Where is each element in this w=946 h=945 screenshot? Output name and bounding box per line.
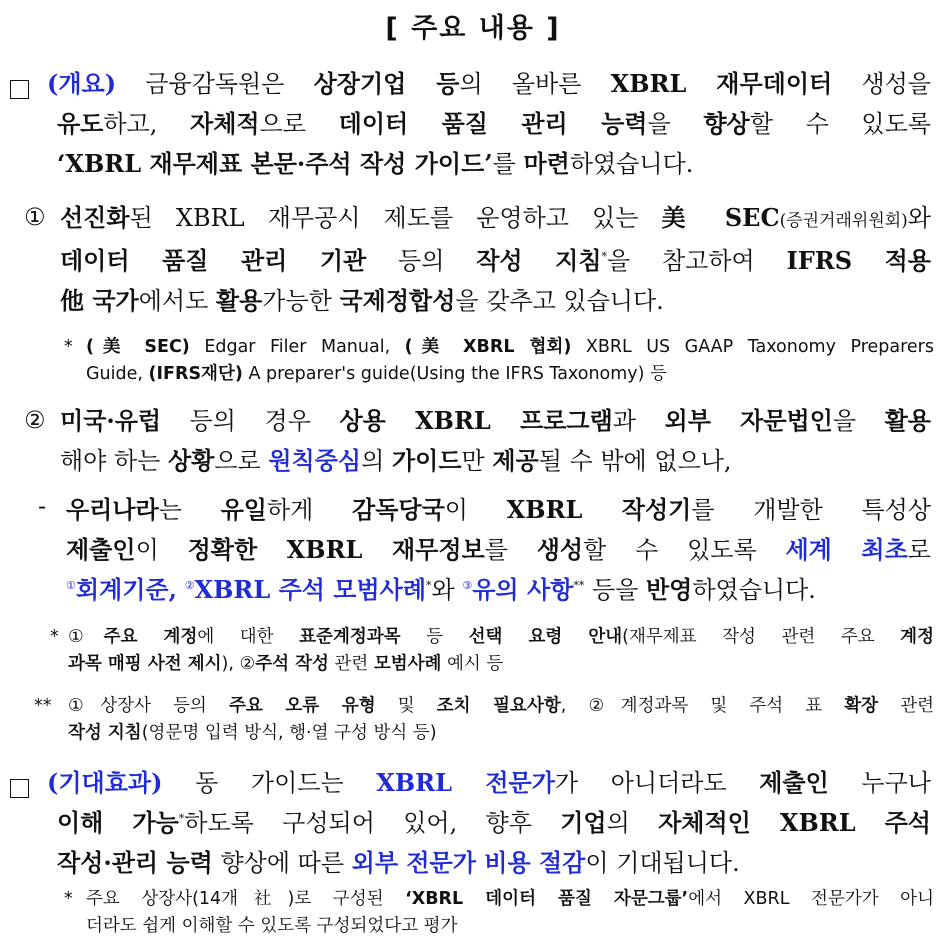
point2-dash-section xyxy=(66,490,931,610)
overview-line-3: ‘XBRL 재무제표 본문·주석 작성 가이드’를 마련하였습니다. xyxy=(57,149,694,178)
point1-note-line-2: Guide, (IFRS재단) A preparer's guide(Using the IFRS Taxonomy) 등 xyxy=(86,364,667,384)
point2-line-1: 미국·유럽 등의 경우 상용 XBRL 프로그램과 외부 자문법인을 활용 xyxy=(60,406,931,435)
point1-line-2: 데이터 품질 관리 기관 등의 작성 지침*을 참고하여 IFRS 적용 xyxy=(60,246,931,275)
overview-section xyxy=(47,64,931,104)
point1-note-marker: * xyxy=(64,337,73,357)
point2-marker: ② xyxy=(24,406,46,434)
effect-line-1: (기대효과) 동 가이드는 XBRL 전문가가 아니더라도 제출인 누구나 xyxy=(47,768,931,797)
point2-note2-line-1: ①상장사 등의 주요 오류 유형 및 조치 필요사항, ②계정과목 및 주석 표 확장 관련 xyxy=(68,696,934,716)
point2-dash-line-3: ①회계기준, ②XBRL 주석 모범사례*와 ③유의 사항** 등을 반영하였습니다. xyxy=(66,575,816,604)
effect-section xyxy=(47,763,931,803)
point2-dash-line-2: 제출인이 정확한 XBRL 재무정보를 생성할 수 있도록 세계 최초로 xyxy=(66,535,931,564)
page-title: [ 주요 내용 ] xyxy=(385,13,561,44)
effect-note-line-1: 주요 상장사(14개社)로 구성된 ‘XBRL 데이터 품질 자문그룹’에서 XBRL 전문가가 아니 xyxy=(86,889,934,909)
effect-label: (기대효과) xyxy=(47,768,163,797)
point2-note2 xyxy=(68,693,934,747)
point2-note2-marker: ** xyxy=(34,696,52,716)
checkbox-square-icon xyxy=(10,80,35,102)
effect-line-2: 이해 가능*하도록 구성되어 있어, 향후 기업의 자체적인 XBRL 주석 xyxy=(57,808,931,837)
overview-line-1: (개요) 금융감독원은 상장기업 등의 올바른 XBRL 재무데이터 생성을 xyxy=(47,69,931,98)
point2-section xyxy=(60,401,931,481)
point1-line-1: 선진화된 XBRL 재무공시 제도를 운영하고 있는 美 SEC(증권거래위원회)와 xyxy=(60,203,931,232)
point1-note xyxy=(86,334,934,388)
overview-line-2: 유도하고, 자체적으로 데이터 품질 관리 능력을 향상할 수 있도록 xyxy=(57,109,931,138)
effect-note xyxy=(86,886,934,940)
point2-note1-line-1: ①주요 계정에 대한 표준계정과목 등 선택 요령 안내(재무제표 작성 관련 주요 계정 xyxy=(68,627,934,647)
point2-dash: - xyxy=(38,492,47,520)
point2-note1 xyxy=(68,624,934,678)
overview-cont xyxy=(57,104,931,184)
point2-line-2: 해야 하는 상황으로 원칙중심의 가이드만 제공될 수 밖에 없으나, xyxy=(60,446,732,475)
point2-note2-line-2: 작성 지침(영문명 입력 방식, 행·열 구성 방식 등) xyxy=(68,723,437,743)
point2-dash-line-1: 우리나라는 유일하게 감독당국이 XBRL 작성기를 개발한 특성상 xyxy=(66,495,931,524)
effect-note-marker: * xyxy=(64,889,73,909)
point1-marker: ① xyxy=(24,203,46,231)
point2-note1-line-2: 과목 매핑 사전 제시), ②주석 작성 관련 모범사례 예시 등 xyxy=(68,654,504,674)
effect-cont xyxy=(57,803,931,883)
overview-label: (개요) xyxy=(47,69,117,98)
checkbox-square-icon xyxy=(10,779,35,801)
point1-note-line-1: (美 SEC) Edgar Filer Manual, (美 XBRL 협회) XBRL US GAAP Taxonomy Preparers xyxy=(86,337,934,357)
point1-section xyxy=(60,198,931,321)
effect-note-line-2: 더라도 쉽게 이해할 수 있도록 구성되었다고 평가 xyxy=(86,916,458,936)
point2-note1-marker: * xyxy=(50,627,59,647)
point1-line-3: 他 국가에서도 활용가능한 국제정합성을 갖추고 있습니다. xyxy=(60,286,664,315)
effect-line-3: 작성·관리 능력 향상에 따른 외부 전문가 비용 절감이 기대됩니다. xyxy=(57,848,740,877)
